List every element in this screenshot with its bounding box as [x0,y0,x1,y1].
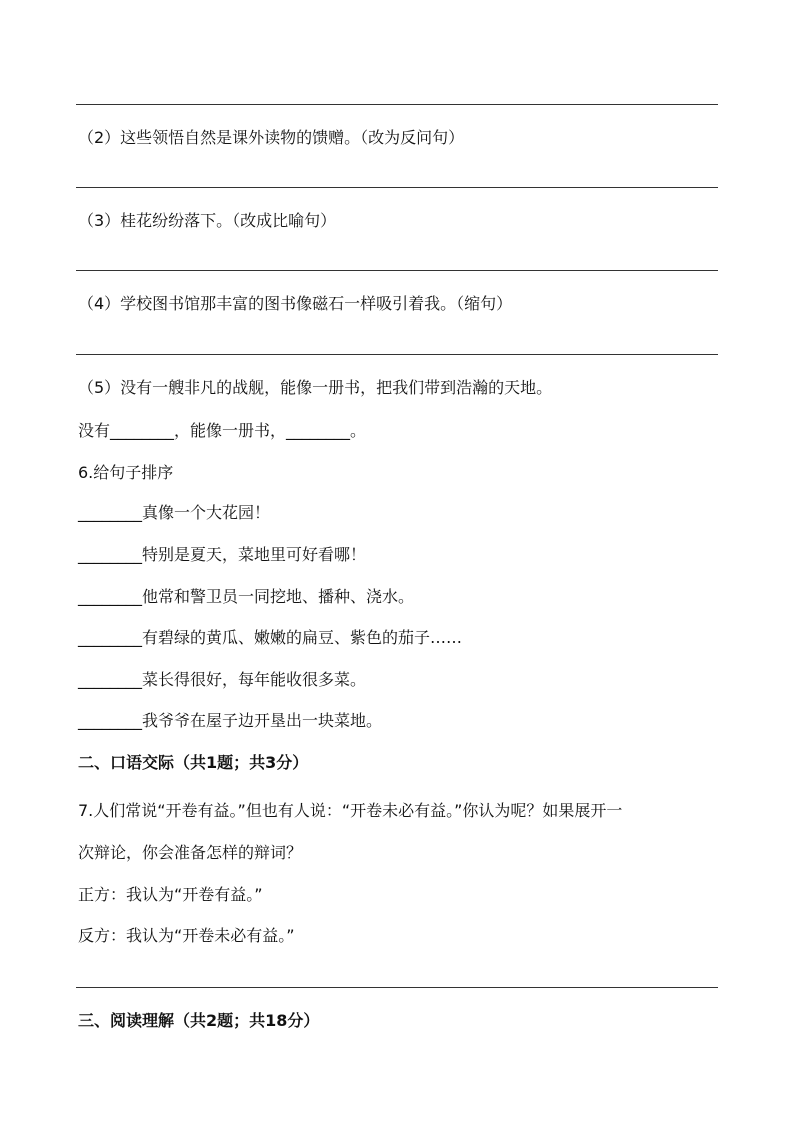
sort-item-1: ________真像一个大花园！ [78,503,271,522]
con-side: 反方：我认为“开卷未必有益。” [78,926,295,945]
question-3: （3）桂花纷纷落下。（改成比喻句） [78,211,337,230]
answer-line [76,354,718,355]
question-5-fill: 没有________，能像一册书，________。 [78,421,367,440]
answer-line [76,104,718,105]
sort-item-3: ________他常和警卫员一同挖地、播种、浇水。 [78,587,415,606]
sort-item-5: ________菜长得很好，每年能收很多菜。 [78,670,367,689]
sort-item-2: ________特别是夏天，菜地里可好看哪！ [78,545,367,564]
sort-item-6: ________我爷爷在屋子边开垦出一块菜地。 [78,711,383,730]
question-2: （2）这些领悟自然是课外读物的馈赠。（改为反问句） [78,128,465,147]
answer-line [76,987,718,988]
section-2-heading: 二、口语交际（共1题；共3分） [78,753,309,772]
section-3-heading: 三、阅读理解（共2题；共18分） [78,1011,320,1030]
sort-item-4: ________有碧绿的黄瓜、嫩嫩的扁豆、紫色的茄子…… [78,628,463,647]
answer-line [76,187,718,188]
question-6-title: 6.给句子排序 [78,463,174,482]
answer-line [76,270,718,271]
question-7-line-1: 7.人们常说“开卷有益。”但也有人说：“开卷未必有益。”你认为呢？如果展开一 [78,801,623,820]
pro-side: 正方：我认为“开卷有益。” [78,885,263,904]
question-5: （5）没有一艘非凡的战舰，能像一册书，把我们带到浩瀚的天地。 [78,378,553,397]
question-4: （4）学校图书馆那丰富的图书像磁石一样吸引着我。（缩句） [78,294,513,313]
question-7-line-2: 次辩论，你会准备怎样的辩词？ [78,843,303,862]
